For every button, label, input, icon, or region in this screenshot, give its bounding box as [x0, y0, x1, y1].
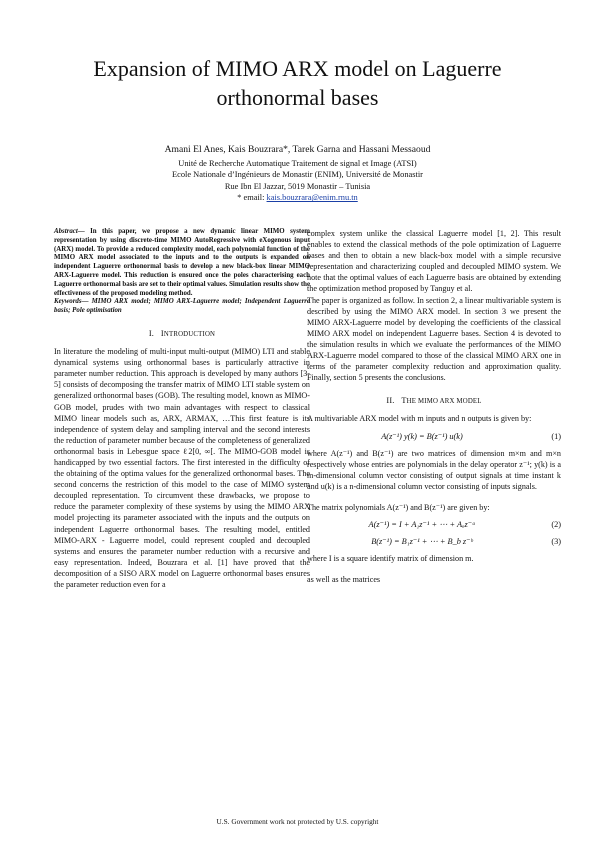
affiliation-block	[0, 158, 595, 204]
abstract-label: Abstract	[54, 228, 78, 235]
section-heading-introduction	[54, 328, 310, 340]
equation-2	[307, 519, 561, 530]
section-number: I.	[148, 328, 155, 338]
paragraph: as well as the matrices	[307, 575, 381, 585]
keywords: Keywords— MIMO ARX model; MIMO ARX-Laguerre model; Independent Laguerre basis; Pole optimisation	[54, 298, 310, 315]
email-line	[0, 192, 595, 203]
affiliation-line: Rue Ibn El Jazzar, 5019 Monastir – Tunisia	[224, 181, 371, 191]
section-initial: I	[160, 328, 164, 338]
left-column	[54, 228, 310, 590]
equation-1	[307, 431, 561, 442]
paragraph: where I is a square identify matrix of dimension m.	[307, 554, 474, 564]
equation-number: (3)	[551, 537, 561, 547]
footer-copyright: U.S. Government work not protected by U.S. copyright	[216, 817, 379, 826]
paragraph: The paper is organized as follow. In section 2, a linear multivariable system is described by using the MIMO ARX model. In section 3 we present the MIMO ARX-Laguerre model by developing the coefficients of the classical MIMO ARX model on independent Laguerre bases. Section 4 is devoted to the simulation results in which we evaluate the performances of the MIMO ARX-Laguerre model compared to those of the classical MIMO ARX one in terms of the parameter complexity reduction and approximation quality. Finally, section 5 presents the conclusions.	[307, 295, 561, 383]
equation-body: A(z⁻¹) = I + A₁z⁻¹ + ⋯ + Aₐz⁻ᵃ	[368, 520, 476, 530]
equation-3	[307, 536, 561, 547]
abstract-text: — In this paper, we propose a new dynamic linear MIMO system representation by using discrete-time MIMO AutoRegressive with eXogenous input (ARX) model. To provide a reduced complexity model, each polynomial function of the MIMO ARX model associated to the inputs and to the outputs is expanded on independent Laguerre orthonormal basis to develop a new black-box linear MIMO ARX-Laguerre model. This reduction is ensured once the poles characterising each Laguerre orthonormal basis are set to their optimal values. Simulation results show the effectiveness of the proposed modeling method.	[54, 228, 310, 297]
paper-title	[0, 54, 595, 112]
paragraph: A multivariable ARX model with m inputs and n outputs is given by:	[307, 414, 532, 424]
paragraph: The matrix polynomials A(z⁻¹) and B(z⁻¹) are given by:	[307, 502, 490, 512]
equation-number: (1)	[551, 431, 561, 441]
affiliation-line: Unité de Recherche Automatique Traitement de signal et Image (ATSI)	[178, 159, 417, 168]
email-link[interactable]: kais.bouzrara@enim.rnu.tn	[266, 193, 358, 203]
affiliation-line: Ecole Nationale d’Ingénieurs de Monastir (ENIM), Université de Monastir	[172, 170, 423, 180]
right-column	[307, 228, 561, 585]
title-line-2: orthonormal bases	[216, 85, 379, 110]
section-number: II.	[386, 396, 395, 406]
author-list: Amani El Anes, Kais Bouzrara*, Tarek Garna and Hassani Messaoud	[164, 144, 431, 155]
equation-body: B(z⁻¹) = B₁z⁻¹ + ⋯ + B_b z⁻ᵇ	[371, 537, 473, 547]
introduction-paragraph: In literature the modeling of multi-input multi-output (MIMO) LTI and stable dynamical systems using orthonormal bases is particularly attractive in parameter number reduction. This approach is developed by many authors [3-5] consists of decomposing the transfer matrix of MIMO LTI stable system on generalized orthonormal bases (GOB). The resulting model, known as MIMO-GOB model, prudes with two main advantages with respect to classical MIMO linear models such as, ARX, ARMAX, …This first feature is its independence of system delay and sampling interval and the second interests the reduction of parameter number because of the completeness of generalized orthonormal basis in Lebesgue space ℓ2[0, ∞[. The MIMO-GOB model is handicapped by two essential factors. The first interested in the difficulty of the obtaining of the optima values for the generalized orthonormal bases. The second concerns the restriction of this model to the case of MIMO system decoupled representation. To circumvent these drawbacks, we propose to reduce the parameter complexity of these systems by using the MIMO ARX model projecting its parameter associated with the inputs and the outputs on independent Laguerre orthonormal bases. The resulting model, entitled MIMO-ARX - Laguerre model, could represent coupled and decoupled systems and ensures the parameter number reduction with a recursive and easy representation. Indeed, Bouzrara et al. [1] have proved that the decomposition of a SISO ARX model on Laguerre orthonormal bases ensures the parameter reduction even for a	[54, 347, 310, 590]
title-line-1: Expansion of MIMO ARX model on Laguerre	[93, 56, 502, 81]
paragraph: where A(z⁻¹) and B(z⁻¹) are two matrices of dimension m×m and m×n respectively whose entries are polynomials in the delay operator z⁻¹; y(k) is a m-dimensional column vector consisting of output signals at time instant k and u(k) is a n-dimensional column vector consisting of inputs signals.	[307, 448, 561, 491]
equation-number: (2)	[551, 520, 561, 530]
section-heading-mimo-arx	[307, 395, 561, 407]
paragraph: complex system unlike the classical Laguerre model [1, 2]. This result enables to extend the classical methods of the pole optimization of Laguerre bases and then to obtain a new black-box model with a simple recursive representation and characterizing coupled and decoupled MIMO system. We note that the optimal values of each Laguerre basis are obtained by extending the optimization method proposed by Tanguy et al.	[307, 229, 561, 294]
section-title-rest: NTRODUCTION	[163, 330, 216, 338]
equation-body: A(z⁻¹) y(k) = B(z⁻¹) u(k)	[381, 431, 463, 441]
section-title-rest: HE MIMO ARX MODEL	[406, 398, 482, 406]
abstract	[54, 228, 310, 298]
email-label: * email:	[237, 193, 265, 203]
section-initial: T	[401, 396, 407, 406]
